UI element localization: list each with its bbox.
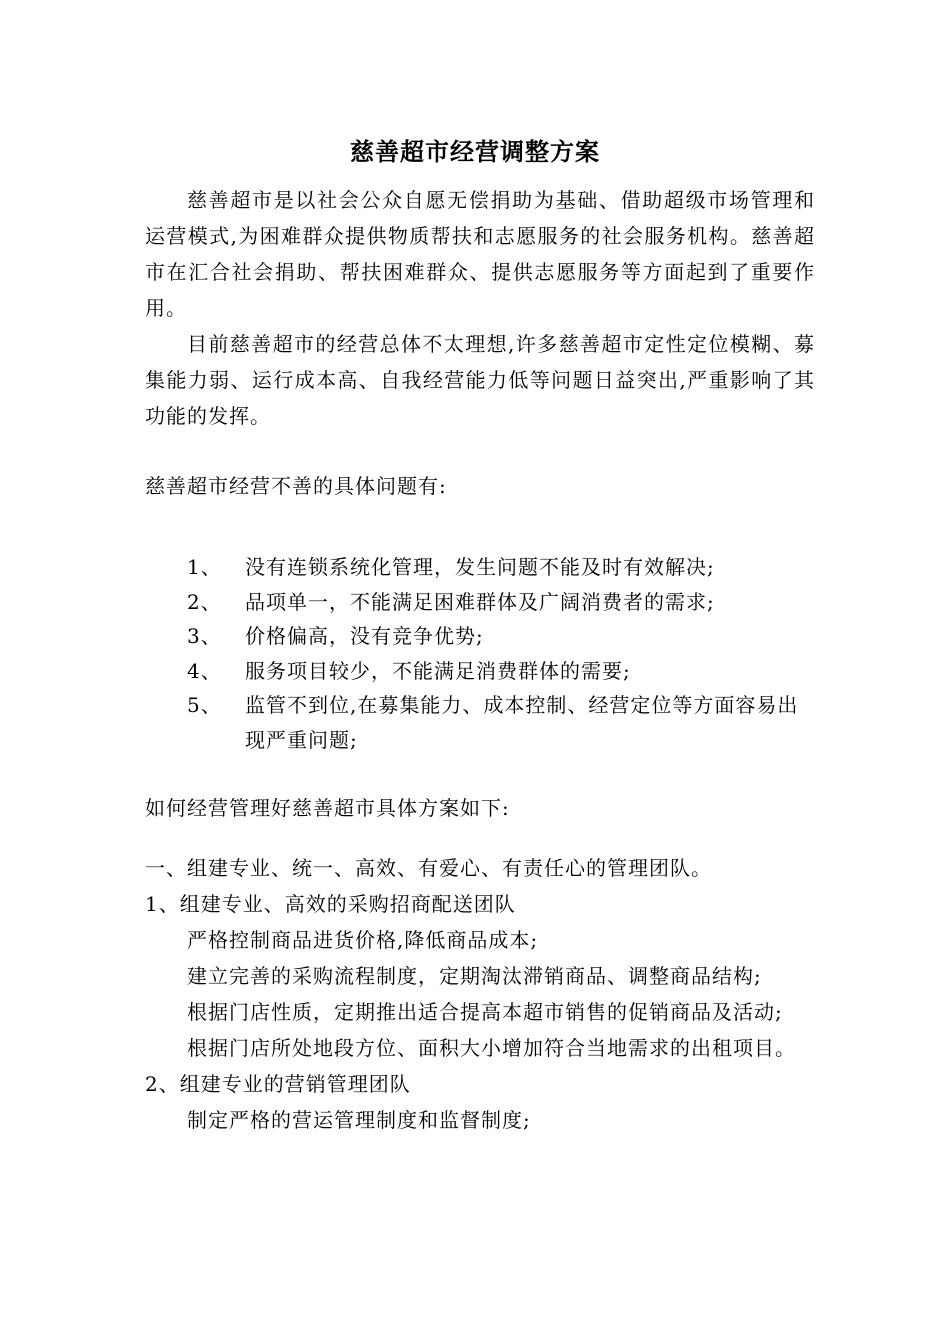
list-item (187, 585, 817, 620)
list-item (187, 654, 817, 689)
plan-heading (145, 790, 815, 826)
subsection-1-item: 严格控制商品进货价格,降低商品成本; (187, 928, 539, 952)
list-item-text: 服务项目较少，不能满足消费群体的需要; (245, 658, 631, 683)
problems-heading (145, 468, 815, 504)
subsection-1-item: 根据门店性质，定期推出适合提高本超市销售的促销商品及活动; (187, 1000, 783, 1024)
intro-paragraph-1: 慈善超市是以社会公众自愿无偿捐助为基础、借助超级市场管理和运营模式,为困难群众提供物质帮扶和志愿服务的社会服务机构。慈善超市在汇合社会捐助、帮扶困难群众、提供志愿服务等方面起到了重要作用。 (145, 188, 815, 320)
subsection-1-item: 根据门店所处地段方位、面积大小增加符合当地需求的出租项目。 (187, 1036, 796, 1060)
list-item-text: 品项单一，不能满足困难群体及广阔消费者的需求; (245, 589, 715, 614)
list-item-number: 2、 (187, 589, 222, 614)
list-item (187, 550, 817, 585)
list-item-text: 监管不到位,在募集能力、成本控制、经营定位等方面容易出现严重问题; (245, 693, 799, 752)
list-item-text: 没有连锁系统化管理，发生问题不能及时有效解决; (245, 555, 715, 579)
document-title: 慈善超市经营调整方案 (350, 137, 600, 166)
problems-list (187, 550, 817, 757)
list-item (187, 619, 817, 654)
subsection-1-heading: 1、组建专业、高效的采购招商配送团队 (145, 892, 516, 916)
plan-heading-text: 如何经营管理好慈善超市具体方案如下: (145, 796, 510, 820)
list-item-number: 3、 (187, 624, 222, 648)
plan-section (145, 850, 815, 1138)
list-item (187, 688, 817, 757)
section-1-heading: 一、组建专业、统一、高效、有爱心、有责任心的管理团队。 (145, 856, 712, 880)
list-item-number: 5、 (187, 693, 222, 717)
intro-paragraph-2: 目前慈善超市的经营总体不太理想,许多慈善超市定性定位模糊、募集能力弱、运行成本高、自我经营能力低等问题日益突出,严重影响了其功能的发挥。 (145, 332, 815, 428)
list-item-number: 4、 (187, 658, 222, 683)
subsection-2-item: 制定严格的营运管理制度和监督制度; (187, 1108, 531, 1132)
list-item-text: 价格偏高，没有竞争优势; (245, 624, 484, 648)
subsection-1-item: 建立完善的采购流程制度，定期淘汰滞销商品、调整商品结构; (187, 964, 762, 988)
intro-section (145, 182, 815, 434)
subsection-2-heading: 2、组建专业的营销管理团队 (145, 1072, 411, 1096)
list-item-number: 1、 (187, 555, 222, 579)
problems-heading-text: 慈善超市经营不善的具体问题有: (145, 474, 447, 498)
